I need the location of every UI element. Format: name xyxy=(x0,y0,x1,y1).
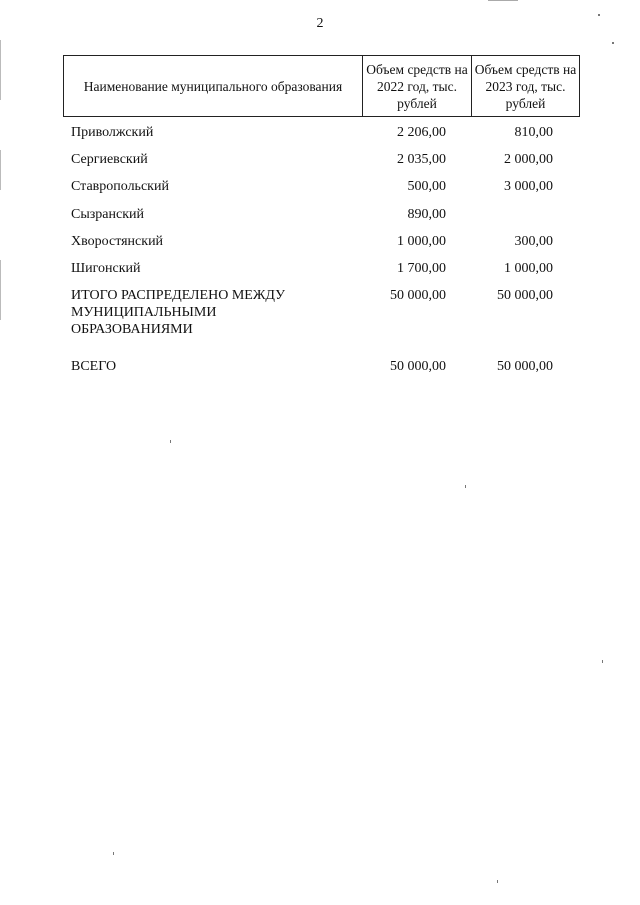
volume-2022: 50 000,00 xyxy=(390,288,446,303)
volume-2023: 810,00 xyxy=(514,125,553,140)
scan-artifact xyxy=(170,440,171,443)
scan-artifact xyxy=(0,150,1,190)
header-volume-2022: Объем средств на 2022 год, тыс. рублей xyxy=(363,56,472,116)
table-header xyxy=(63,55,580,117)
volume-2022: 50 000,00 xyxy=(390,359,446,374)
scan-artifact xyxy=(0,40,1,100)
volume-2023: 3 000,00 xyxy=(504,179,553,194)
scan-artifact xyxy=(465,485,466,488)
scan-artifact xyxy=(0,260,1,320)
page-number: 2 xyxy=(316,16,324,31)
volume-2023: 300,00 xyxy=(514,234,553,249)
municipality-name: Приволжский xyxy=(71,125,154,140)
volume-2023: 1 000,00 xyxy=(504,261,553,276)
volume-2022: 1 000,00 xyxy=(397,234,446,249)
volume-2022: 2 206,00 xyxy=(397,125,446,140)
volume-2022: 890,00 xyxy=(407,207,446,222)
header-volume-2023: Объем средств на 2023 год, тыс. рублей xyxy=(474,61,577,111)
municipality-name: Ставропольский xyxy=(71,179,169,194)
scan-artifact xyxy=(602,660,603,663)
volume-2022: 1 700,00 xyxy=(397,261,446,276)
total-label: ВСЕГО xyxy=(71,359,117,374)
header-municipality: Наименование муниципального образования xyxy=(64,56,363,116)
subtotal-label: ИТОГО РАСПРЕДЕЛЕНО МЕЖДУ МУНИЦИПАЛЬНЫМИ ОБРАЗОВАНИЯМИ xyxy=(71,288,285,337)
municipality-name: Сергиевский xyxy=(71,152,148,167)
municipality-name: Сызранский xyxy=(71,207,144,222)
scan-artifact xyxy=(612,42,614,44)
scan-artifact xyxy=(488,0,518,1)
municipality-name: Хворостянский xyxy=(71,234,164,249)
volume-2023: 50 000,00 xyxy=(497,288,553,303)
scan-artifact xyxy=(497,880,498,883)
volume-2023: 50 000,00 xyxy=(497,359,553,374)
municipality-name: Шигонский xyxy=(71,261,141,276)
volume-2023: 2 000,00 xyxy=(504,152,553,167)
volume-2022: 500,00 xyxy=(407,179,446,194)
volume-2022: 2 035,00 xyxy=(397,152,446,167)
scan-artifact xyxy=(598,14,600,16)
scan-artifact xyxy=(113,852,114,855)
